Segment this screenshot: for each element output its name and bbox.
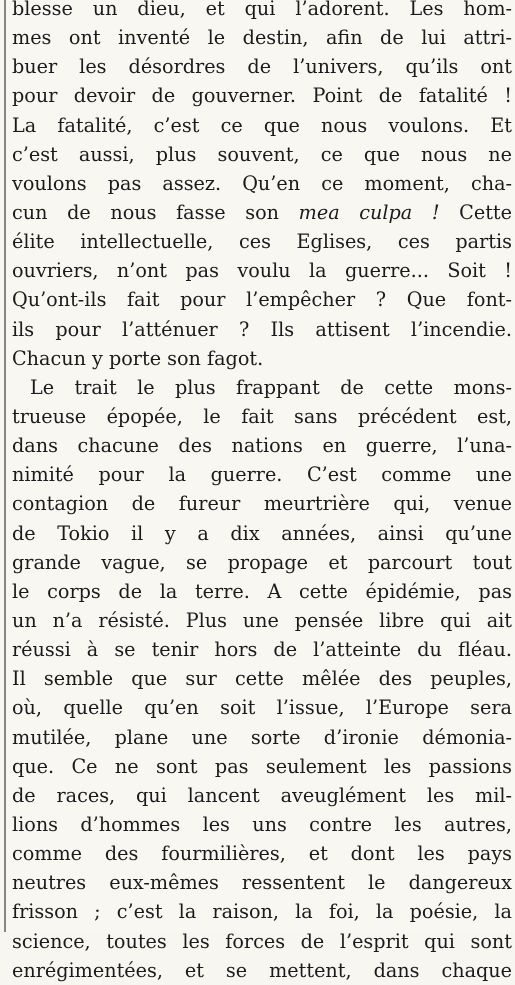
text-line: de races, qui lancent aveuglément les mil-	[12, 783, 512, 807]
text-line: grande vague, se propage et parcourt tout	[12, 550, 512, 574]
column-rule	[4, 0, 6, 932]
text-line: frisson ; c’est la raison, la foi, la poésie, la	[12, 900, 512, 924]
text-column	[12, 0, 512, 985]
text-line: voulons pas assez. Qu’en ce moment, cha-	[12, 171, 512, 195]
text-line: trueuse épopée, le fait sans précédent est,	[12, 404, 512, 428]
text-line: que. Ce ne sont pas seulement les passions	[12, 754, 512, 778]
text-line: comme des fourmilières, et dont les pays	[12, 842, 512, 866]
text-line: Il semble que sur cette mêlée des peuples,	[12, 667, 512, 691]
text-line: Qu’ont-ils fait pour l’empêcher ? Que font-	[12, 288, 512, 312]
text-line: blesse un dieu, et qui l’adorent. Les hom-	[12, 0, 512, 20]
text-line: mutilée, plane une sorte d’ironie démonia-	[12, 725, 512, 749]
text-line: c’est aussi, plus souvent, ce que nous ne	[12, 142, 512, 166]
text-line: ouvriers, n’ont pas voulu la guerre... Soit !	[12, 259, 512, 283]
text-line: enrégimentées, et se mettent, dans chaque	[12, 958, 512, 982]
text-line: réussi à se tenir hors de l’atteinte du fléau.	[12, 638, 512, 662]
text-line: science, toutes les forces de l’esprit qui sont	[12, 929, 512, 953]
text-line: où, quelle qu’en soit l’issue, l’Europe sera	[12, 696, 512, 720]
text-line: neutres eux-mêmes ressentent le dangereux	[12, 871, 512, 895]
text-line: lions d’hommes les uns contre les autres,	[12, 812, 512, 836]
paragraph	[12, 373, 512, 985]
text-line: un n’a résisté. Plus une pensée libre qui ait	[12, 608, 512, 632]
text-line: le corps de la terre. A cette épidémie, pas	[12, 579, 512, 603]
text-line: de Tokio il y a dix années, ainsi qu’une	[12, 521, 512, 545]
emphasized-text: mea culpa !	[298, 200, 440, 224]
text-line	[12, 198, 512, 227]
text-line: pour devoir de gouverner. Point de fatalité !	[12, 84, 512, 108]
text-run: cun de nous fasse son	[12, 200, 299, 224]
text-line: buer les désordres de l’univers, qu’ils ont	[12, 55, 512, 79]
text-line: La fatalité, c’est ce que nous voulons. Et	[12, 113, 512, 137]
text-line: nimité pour la guerre. C’est comme une	[12, 463, 512, 487]
text-line: mes ont inventé le destin, afin de lui attri-	[12, 26, 512, 50]
text-line: contagion de fureur meurtrière qui, venue	[12, 492, 512, 516]
text-line: dans chacune des nations en guerre, l’una-	[12, 434, 512, 458]
paragraph	[12, 0, 512, 373]
text-run: Cette	[439, 200, 512, 224]
text-line: Le trait le plus frappant de cette mons-	[30, 375, 512, 399]
text-line: Chacun y porte son fagot.	[12, 346, 264, 370]
text-line: élite intellectuelle, ces Eglises, ces partis	[12, 230, 512, 254]
text-line: ils pour l’atténuer ? Ils attisent l’incendie.	[12, 317, 512, 341]
